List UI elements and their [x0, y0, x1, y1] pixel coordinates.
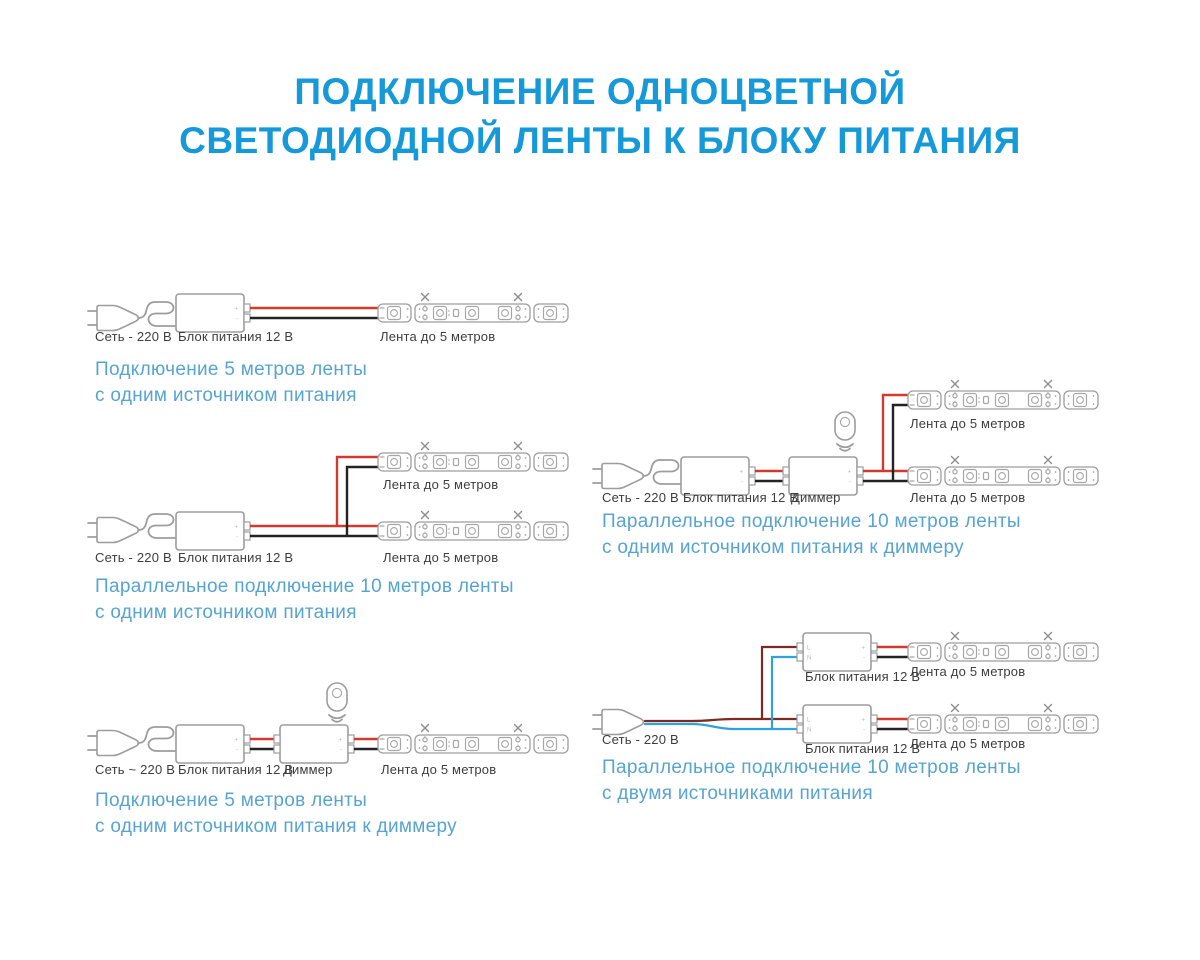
neutral-mark: N	[807, 655, 812, 662]
dimmer-label: Диммер	[791, 490, 841, 505]
power-plug	[593, 464, 644, 489]
led-strip	[378, 512, 568, 541]
page-title-line-1: ПОДКЛЮЧЕНИЕ ОДНОЦВЕТНОЙ	[294, 71, 906, 112]
minus-mark: -	[236, 316, 238, 323]
led-strip	[378, 443, 568, 472]
caption-line-1: Параллельное подключение 10 метров ленты	[602, 511, 1021, 532]
remote-control	[835, 412, 855, 451]
psu-label: Блок питания 12 В	[178, 762, 294, 777]
plus-mark: +	[861, 645, 865, 652]
plus-mark: +	[847, 469, 851, 476]
mains-label: Сеть - 220 В	[95, 329, 172, 344]
power-plug	[88, 306, 139, 331]
psu-label: Блок питания 12 В	[805, 741, 921, 756]
plus-mark: +	[739, 469, 743, 476]
led-strip	[908, 705, 1098, 734]
led-strip	[908, 457, 1098, 486]
led-strip	[908, 381, 1098, 410]
strip-label: Лента до 5 метров	[383, 550, 499, 565]
caption-line-1: Подключение 5 метров ленты	[95, 359, 368, 380]
caption-line-2: с одним источником питания к диммеру	[602, 537, 964, 558]
diagram-parallel-one-psu	[88, 443, 568, 624]
led-strip	[378, 294, 568, 323]
caption-line-2: с одним источником питания	[95, 385, 357, 406]
plus-mark: +	[234, 306, 238, 313]
psu-label: Блок питания 12 В	[805, 669, 921, 684]
remote-control	[327, 683, 347, 722]
psu-label: Блок питания 12 В	[178, 550, 294, 565]
dimmer-box	[274, 725, 354, 763]
psu-box	[176, 725, 250, 763]
mains-cord	[138, 302, 177, 326]
neutral-wire	[645, 724, 797, 729]
line-wire	[645, 719, 797, 721]
caption-line-2: с одним источником питания к диммеру	[95, 816, 457, 837]
strip-label: Лента до 5 метров	[380, 329, 496, 344]
plus-mark: +	[861, 717, 865, 724]
mains-cord	[138, 514, 177, 538]
caption-line-1: Параллельное подключение 10 метров ленты	[602, 757, 1021, 778]
mains-cord	[138, 727, 177, 751]
mains-label: Сеть - 220 В	[602, 732, 679, 747]
minus-mark: -	[863, 727, 865, 734]
strip-label: Лента до 5 метров	[910, 664, 1026, 679]
power-plug	[88, 731, 139, 756]
neutral-mark: N	[807, 727, 812, 734]
caption-line-2: с двумя источниками питания	[602, 783, 873, 804]
diagram-parallel-dimmer	[593, 381, 1098, 559]
power-plug	[593, 710, 644, 735]
line-mark: L	[807, 717, 811, 724]
diagram-single-strip-dimmer	[88, 683, 568, 837]
strip-label: Лента до 5 метров	[383, 477, 499, 492]
mains-cord	[643, 460, 682, 484]
psu-box	[176, 294, 250, 332]
caption-line-1: Параллельное подключение 10 метров ленты	[95, 576, 514, 597]
strip-label: Лента до 5 метров	[910, 416, 1026, 431]
line-mark: L	[807, 645, 811, 652]
mains-label: Сеть - 220 В	[602, 490, 679, 505]
diagram-single-strip-one-psu	[88, 294, 568, 407]
minus-mark: -	[863, 655, 865, 662]
strip-label: Лента до 5 метров	[910, 736, 1026, 751]
strip-label: Лента до 5 метров	[381, 762, 497, 777]
minus-mark: -	[340, 747, 342, 754]
caption-line-1: Подключение 5 метров ленты	[95, 790, 368, 811]
diagram-parallel-two-psu	[593, 633, 1098, 805]
psu-label: Блок питания 12 В	[178, 329, 294, 344]
mains-label: Сеть ~ 220 В	[95, 762, 176, 777]
dimmer-label: Диммер	[283, 762, 333, 777]
plus-mark: +	[234, 524, 238, 531]
strip-label: Лента до 5 метров	[910, 490, 1026, 505]
negative-branch-wire	[893, 405, 908, 481]
mains-label: Сеть - 220 В	[95, 550, 172, 565]
page-title-line-2: СВЕТОДИОДНОЙ ЛЕНТЫ К БЛОКУ ПИТАНИЯ	[179, 120, 1021, 161]
psu-label: Блок питания 12 В	[683, 490, 799, 505]
led-strip	[378, 725, 568, 754]
caption-line-2: с одним источником питания	[95, 602, 357, 623]
psu-box	[797, 633, 877, 671]
led-strip	[908, 633, 1098, 662]
positive-branch-wire	[883, 395, 908, 471]
plus-mark: +	[234, 737, 238, 744]
minus-mark: -	[236, 534, 238, 541]
psu-box	[176, 512, 250, 550]
minus-mark: -	[236, 747, 238, 754]
minus-mark: -	[849, 479, 851, 486]
minus-mark: -	[741, 479, 743, 486]
psu-box	[797, 705, 877, 743]
plus-mark: +	[338, 737, 342, 744]
power-plug	[88, 518, 139, 543]
